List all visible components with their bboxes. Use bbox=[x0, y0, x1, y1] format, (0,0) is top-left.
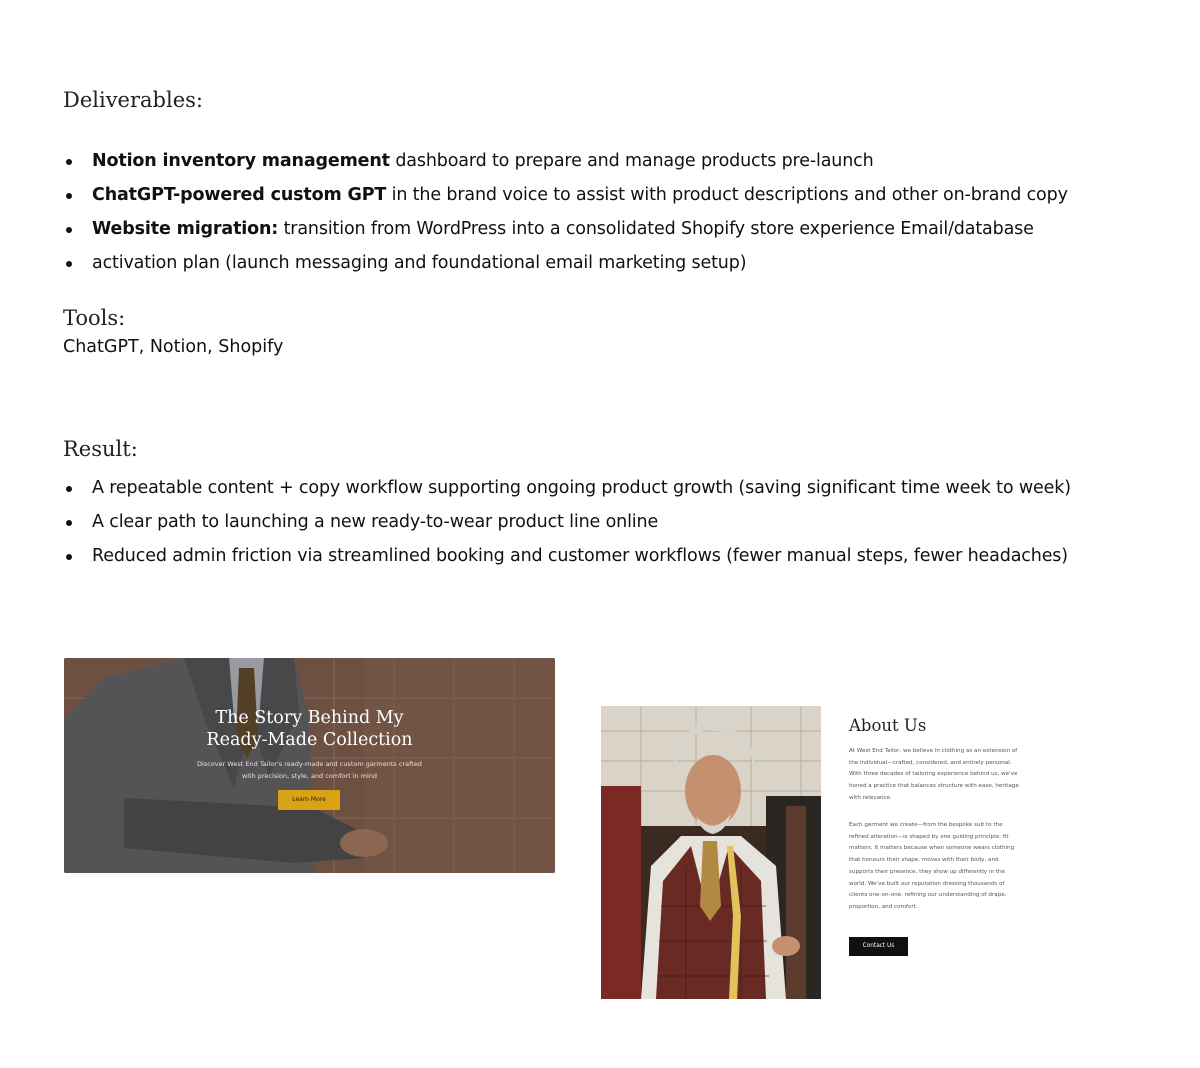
tailor-portrait-photo bbox=[601, 706, 821, 999]
list-item: A clear path to launching a new ready-to-wear product line online bbox=[63, 505, 1071, 539]
learn-more-button[interactable]: Learn More bbox=[278, 790, 340, 810]
list-item: Reduced admin friction via streamlined booking and customer workflows (fewer manual steps, fewer headaches) bbox=[63, 539, 1071, 573]
list-item bbox=[63, 144, 1068, 178]
item-bold-label: Notion inventory management bbox=[92, 151, 390, 171]
collection-subtitle: Discover West End Tailor's ready-made and custom garments crafted with precision, style, and comfort in mind bbox=[197, 760, 422, 780]
item-text: activation plan (launch messaging and foundational email marketing setup) bbox=[92, 253, 747, 273]
list-item bbox=[63, 246, 1068, 280]
about-photo bbox=[601, 706, 821, 999]
tools-list-text: ChatGPT, Notion, Shopify bbox=[63, 337, 284, 357]
result-list bbox=[63, 471, 1071, 573]
list-item bbox=[63, 178, 1068, 212]
about-paragraph-1: At West End Tailor, we believe in clothing as an extension of the individual—crafted, considered, and entirely personal. With three decades of tailoring experience behind us, we've honed a practice that balances structure with ease, heritage with relevance. bbox=[849, 748, 1019, 801]
item-text: transition from WordPress into a consolidated Shopify store experience Email/database bbox=[278, 219, 1034, 239]
collection-title: The Story Behind My Ready-Made Collection bbox=[206, 708, 413, 750]
deliverables-list bbox=[63, 144, 1068, 280]
contact-us-button[interactable]: Contact Us bbox=[849, 937, 908, 956]
about-title: About Us bbox=[849, 716, 927, 735]
about-paragraph-2: Each garment we create—from the bespoke suit to the refined alteration—is shaped by one guiding principle: fit matters. It matters because when someone wears clothing that honours their shape, moves with their body, and supports their presence, they show up differently in the world. We've built our reputation dressing thousands of clients one-on-one, refining our understanding of drape, proportion, and comfort. bbox=[849, 822, 1015, 910]
collection-page-screenshot bbox=[64, 658, 555, 873]
list-item: A repeatable content + copy workflow supporting ongoing product growth (saving significant time week to week) bbox=[63, 471, 1071, 505]
item-bold-label: Website migration: bbox=[92, 219, 279, 239]
item-text: in the brand voice to assist with product descriptions and other on-brand copy bbox=[386, 185, 1068, 205]
deliverables-heading: Deliverables: bbox=[63, 88, 203, 112]
result-heading: Result: bbox=[63, 437, 138, 461]
item-text: dashboard to prepare and manage products pre-launch bbox=[389, 151, 874, 171]
tools-heading: Tools: bbox=[63, 306, 126, 330]
item-bold-label: ChatGPT-powered custom GPT bbox=[92, 185, 387, 205]
list-item bbox=[63, 212, 1068, 246]
